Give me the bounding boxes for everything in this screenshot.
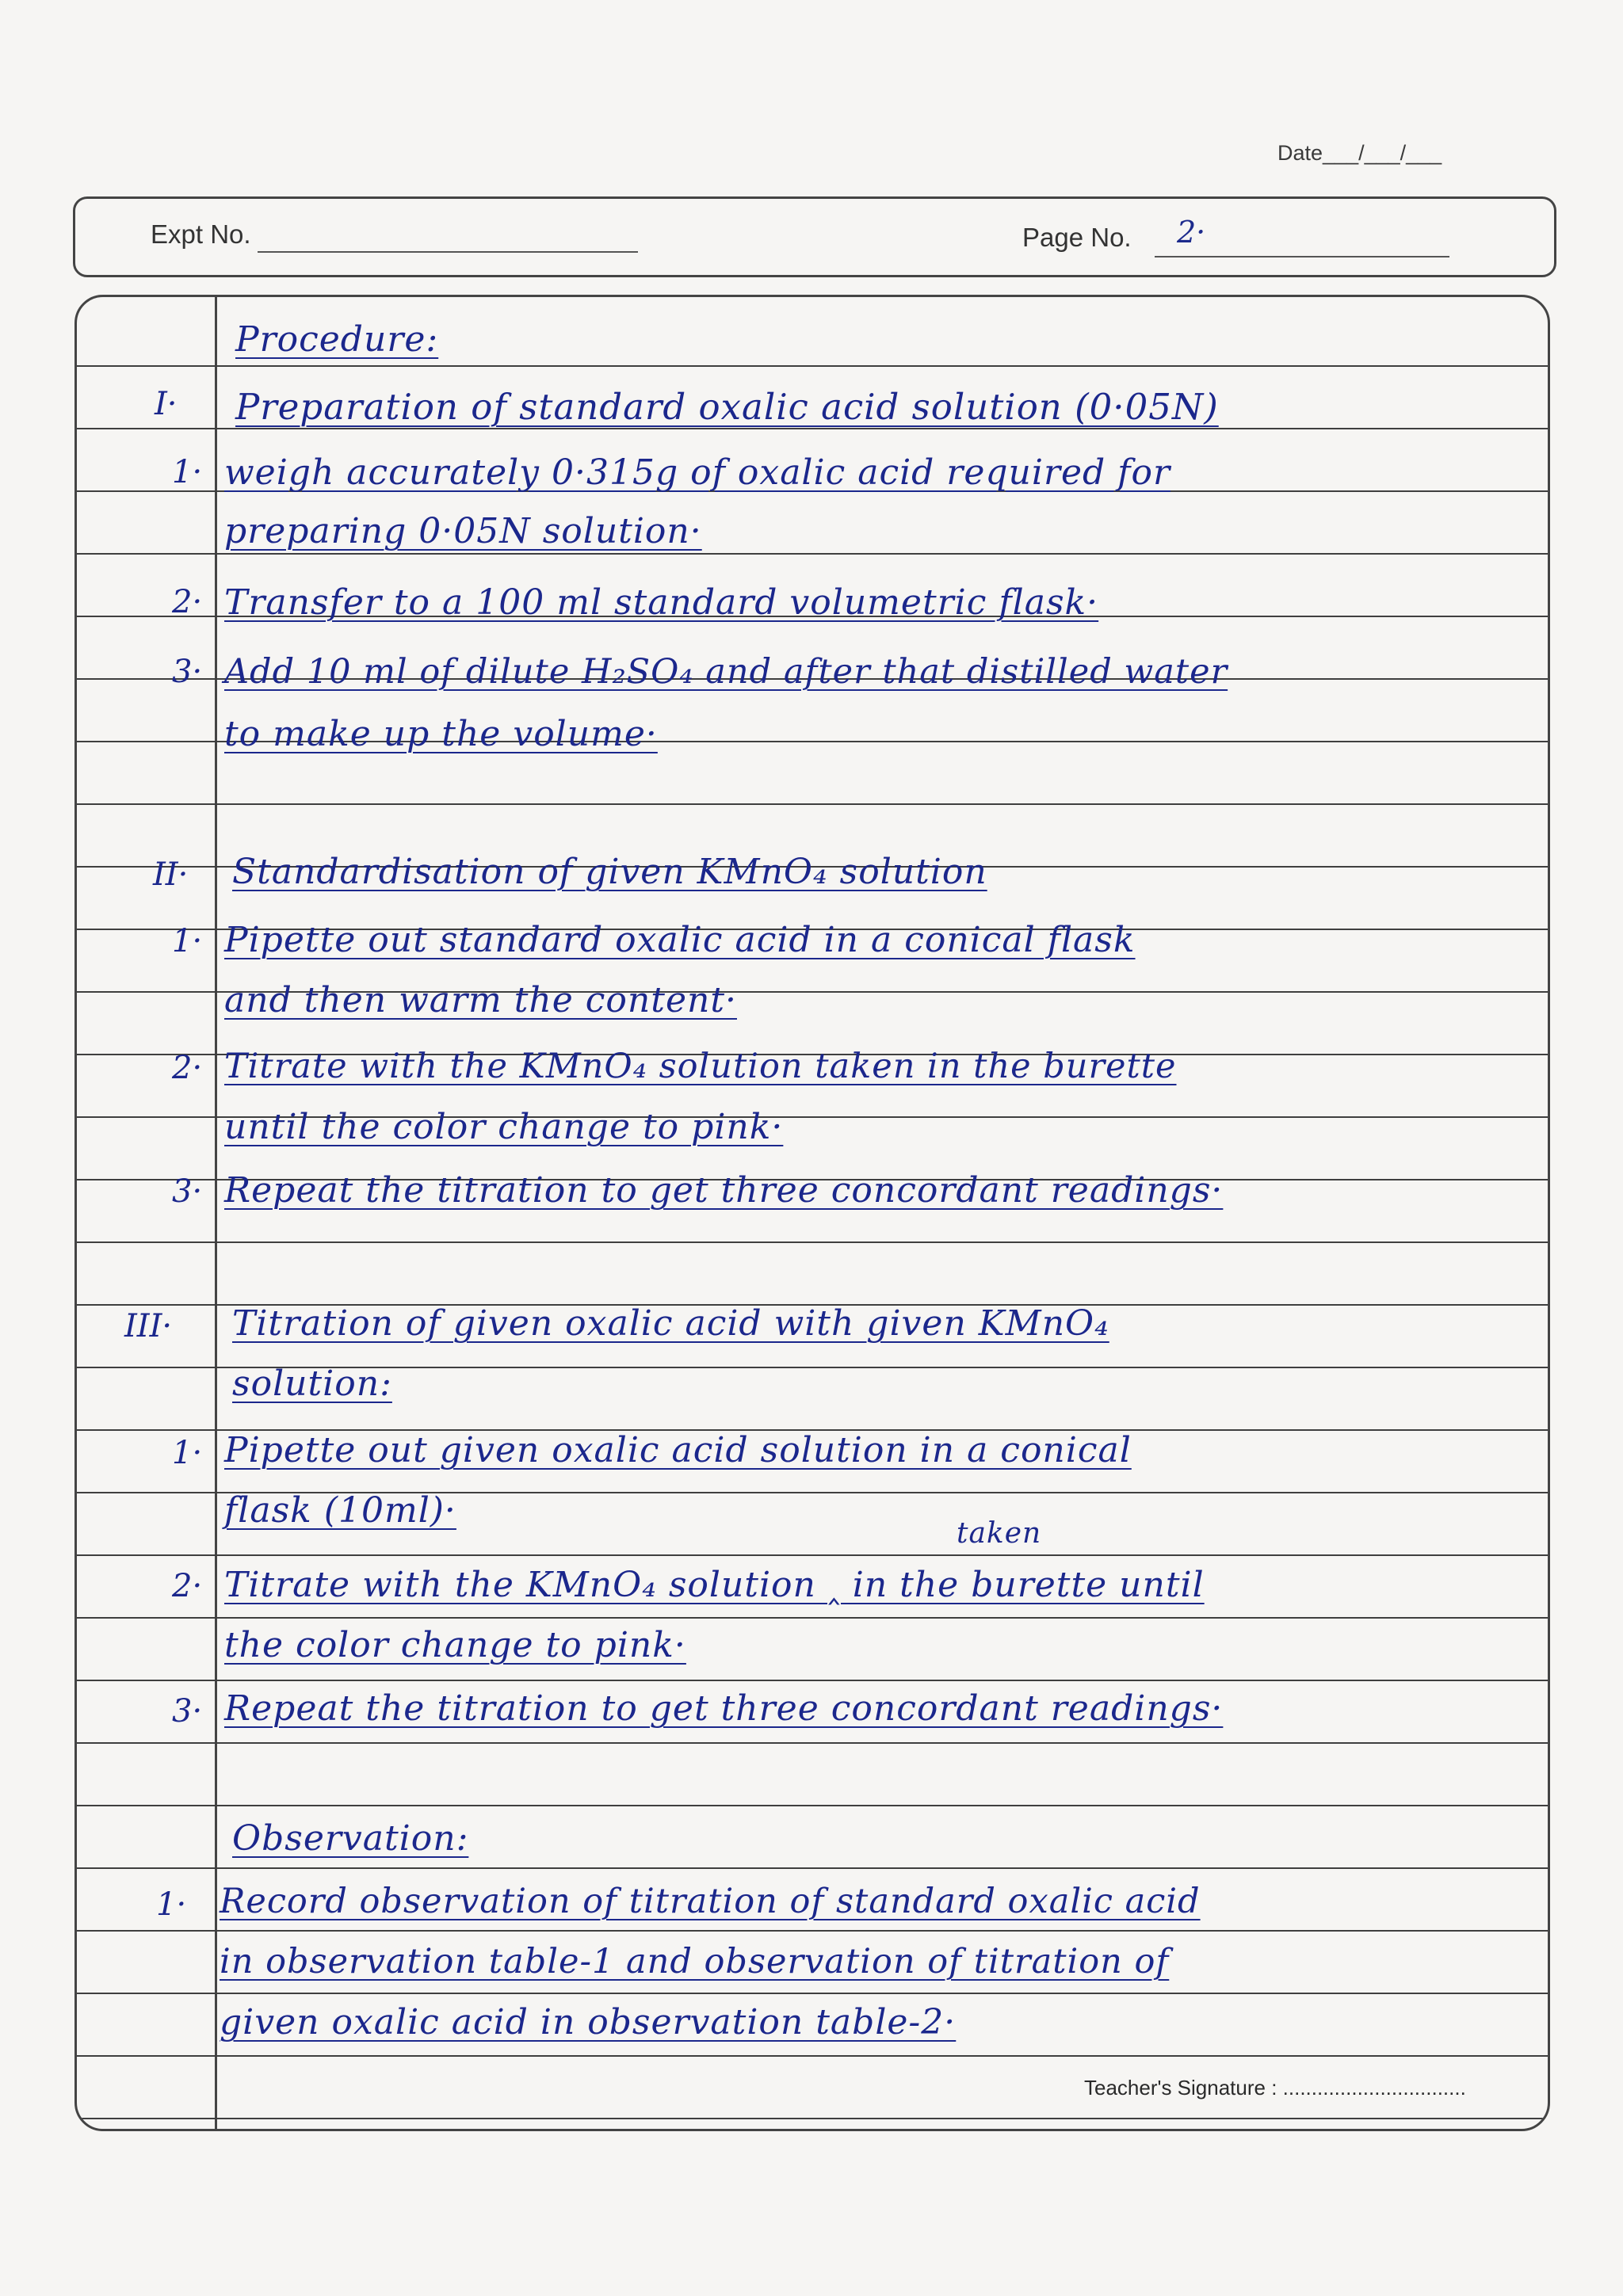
ruled-line [77, 1742, 1548, 1744]
step-line: until the color change to pink· [224, 1107, 784, 1147]
ruled-line [77, 1617, 1548, 1619]
step-line: flask (10ml)· [224, 1490, 456, 1531]
page-number: 2· [1177, 215, 1206, 250]
ruled-line [77, 365, 1548, 367]
step-line: Add 10 ml of dilute H₂SO₄ and after that distilled water [224, 652, 1228, 692]
procedure-title: Procedure: [235, 319, 439, 360]
ruled-line [77, 1930, 1548, 1932]
step-number: 2· [172, 1568, 203, 1604]
ruled-line [77, 1680, 1548, 1681]
step-line: Repeat the titration to get three concordant readings· [224, 1170, 1224, 1211]
step-number: 3· [172, 1173, 203, 1210]
section-number: I· [155, 386, 178, 422]
expt-no-label: Expt No. [151, 219, 251, 249]
step-number: 2· [172, 1050, 203, 1086]
step-line: and then warm the content· [224, 980, 737, 1020]
step-line: given oxalic acid in observation table-2· [220, 2002, 957, 2042]
ruled-line [77, 1554, 1548, 1556]
step-number: 3· [172, 1693, 203, 1730]
step-number: 1· [172, 1435, 203, 1471]
expt-no-blank [258, 251, 638, 253]
step-line: Pipette out standard oxalic acid in a conical flask [224, 920, 1136, 960]
observation-title: Observation: [232, 1818, 469, 1859]
page-no-label: Page No. [1022, 223, 1132, 252]
ruled-line [77, 553, 1548, 555]
section-number: II· [153, 856, 189, 893]
section-heading: Titration of given oxalic acid with given KMnO₄ [232, 1303, 1109, 1344]
page-header-box [73, 196, 1556, 277]
step-number: 2· [172, 584, 203, 620]
page-no-blank [1155, 256, 1449, 257]
ruled-writing-area [74, 295, 1550, 2131]
step-number: 1· [156, 1886, 187, 1923]
step-line: Pipette out given oxalic acid solution in a conical [224, 1430, 1132, 1470]
teacher-signature-label: Teacher's Signature : ................................ [1084, 2076, 1466, 2100]
step-line: preparing 0·05N solution· [224, 511, 702, 551]
step-line: Titrate with the KMnO₄ solution ‸ in the burette until [224, 1565, 1205, 1605]
step-line: weigh accurately 0·315g of oxalic acid required for [224, 452, 1170, 493]
step-line: Transfer to a 100 ml standard volumetric flask· [224, 582, 1099, 623]
step-line: in observation table-1 and observation of titration of [220, 1942, 1170, 1981]
ruled-line [77, 428, 1548, 429]
section-heading: Standardisation of given KMnO₄ solution [232, 852, 987, 892]
ruled-line [77, 1241, 1548, 1243]
step-line: Record observation of titration of standard oxalic acid [220, 1882, 1201, 1921]
inserted-word: taken [957, 1517, 1042, 1550]
step-line: Titrate with the KMnO₄ solution taken in the burette [224, 1047, 1177, 1086]
step-line: to make up the volume· [224, 714, 658, 754]
step-number: 1· [172, 454, 203, 490]
ruled-line [77, 2118, 1548, 2119]
section-heading: solution: [232, 1363, 392, 1404]
step-line: the color change to pink· [224, 1625, 686, 1665]
step-line: Repeat the titration to get three concordant readings· [224, 1688, 1224, 1729]
ruled-line [77, 1993, 1548, 1994]
margin-line [215, 297, 217, 2129]
date-field: Date___/___/___ [1277, 141, 1442, 165]
ruled-line [77, 1867, 1548, 1869]
step-number: 3· [172, 654, 203, 690]
section-heading: Preparation of standard oxalic acid solution (0·05N) [235, 386, 1219, 428]
section-number: III· [124, 1308, 173, 1344]
ruled-line [77, 803, 1548, 805]
step-number: 1· [172, 923, 203, 959]
ruled-line [77, 1805, 1548, 1806]
ruled-line [77, 2055, 1548, 2057]
